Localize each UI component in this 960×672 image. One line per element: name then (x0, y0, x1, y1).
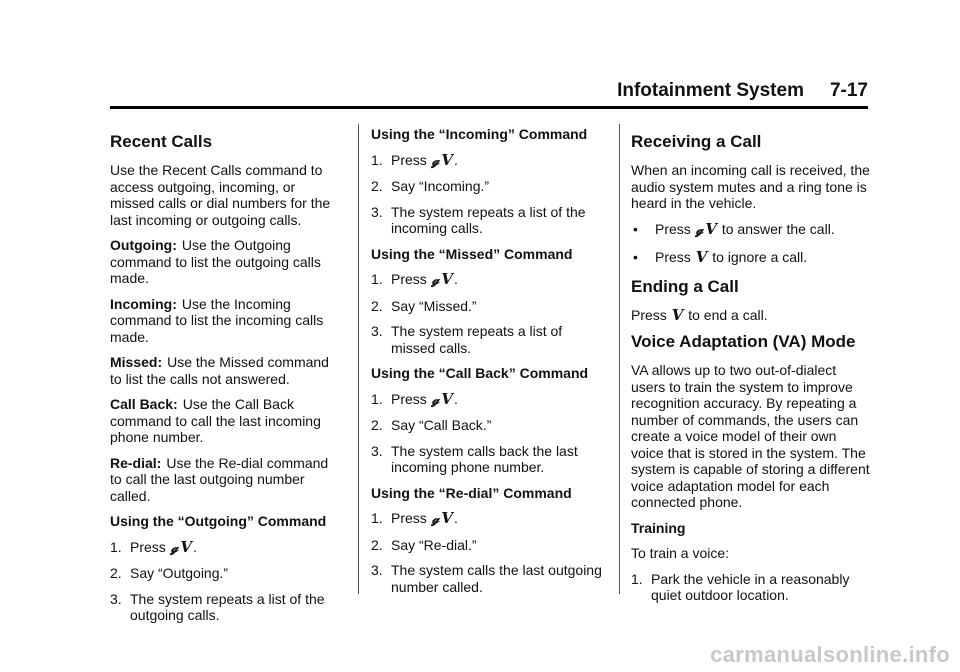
step-number: 1. (371, 510, 383, 526)
term: Missed: (110, 354, 163, 370)
subheading: Using the “Incoming” Command (371, 126, 588, 142)
step-text: The system repeats a list of the outgoing calls. (130, 590, 325, 623)
term: Outgoing: (110, 237, 177, 253)
end-call-icon: V (180, 537, 192, 556)
step (110, 565, 342, 582)
step-number: 3. (371, 442, 383, 459)
definition-text: Use the Incoming command to list the incoming calls made. (110, 295, 324, 345)
definition (110, 396, 342, 446)
step-text: Press (391, 151, 427, 168)
definition-text: Use the Re-dial command to call the last outgoing number called. (110, 454, 329, 504)
list-item (631, 221, 871, 239)
step (371, 510, 607, 528)
step-text: The system calls the last outgoing number called. (391, 562, 602, 595)
period: . (453, 151, 458, 168)
step-text: Press (391, 510, 427, 526)
step-number: 3. (110, 590, 122, 607)
step (371, 204, 607, 237)
step-text: Say “Missed.” (391, 297, 477, 314)
paragraph: Use the Recent Calls command to access outgoing, incoming, or missed calls or dial numbers for the last incoming or outgoing calls. (110, 162, 331, 228)
term: Incoming: (110, 295, 177, 312)
bullet: • (633, 220, 638, 237)
bullet: • (633, 249, 638, 265)
end-call-icon: V (695, 248, 708, 266)
end-call-icon: V (705, 219, 717, 238)
step (371, 323, 607, 356)
step-number: 2. (371, 536, 383, 553)
period: . (192, 538, 197, 555)
column-3 (631, 126, 871, 613)
subheading: Using the “Call Back” Command (371, 365, 589, 381)
step (631, 571, 871, 604)
step-text: Press (391, 271, 427, 287)
watermark: carmanualsonline.info (710, 642, 950, 667)
period: . (453, 271, 458, 287)
column-2 (371, 126, 607, 604)
phone-call-icon: 𝓰 (431, 511, 440, 526)
step (371, 298, 607, 315)
step-text: Say “Call Back.” (391, 417, 492, 433)
item-text: to answer the call. (721, 220, 835, 237)
phone-call-icon: 𝓰 (431, 272, 440, 287)
definition (110, 237, 342, 287)
end-call-icon: V (441, 270, 453, 288)
item-text: to ignore a call. (712, 249, 808, 265)
section-heading: Voice Adaptation (VA) Mode (631, 332, 856, 351)
list-item (631, 249, 871, 266)
item-text: Press (655, 220, 691, 237)
definition (110, 455, 342, 505)
step (371, 417, 607, 434)
step-number: 1. (110, 538, 122, 555)
step-number: 3. (371, 562, 383, 578)
paragraph: To train a voice: (631, 545, 730, 561)
text: Press (631, 306, 667, 323)
step-text: Park the vehicle in a reasonably quiet outdoor location. (651, 570, 850, 603)
end-call-icon: V (441, 509, 453, 527)
step (371, 152, 607, 170)
definition (110, 354, 342, 387)
step (371, 271, 607, 289)
subheading: Using the “Re-dial” Command (371, 484, 572, 501)
step-number: 1. (371, 151, 383, 168)
column-divider (358, 124, 359, 594)
step-text: Say “Re-dial.” (391, 536, 477, 553)
section-heading: Ending a Call (631, 276, 739, 296)
phone-call-icon: 𝓰 (431, 391, 440, 407)
paragraph (631, 307, 871, 324)
step-text: Say “Incoming.” (391, 178, 490, 194)
step-text: Say “Outgoing.” (130, 565, 229, 581)
definition-text: Use the Missed command to list the calls not answered. (110, 354, 329, 387)
phone-call-icon: 𝓰 (170, 539, 179, 555)
end-call-icon: V (671, 305, 684, 324)
step-number: 1. (631, 570, 643, 587)
step-number: 1. (371, 390, 383, 407)
step (371, 178, 607, 195)
section-title: Infotainment System (617, 80, 804, 101)
period: . (453, 390, 458, 407)
header-text (617, 80, 868, 102)
period: . (453, 510, 458, 526)
page-header (110, 78, 868, 109)
end-call-icon: V (441, 150, 453, 169)
step-number: 2. (371, 417, 383, 433)
column-1 (110, 126, 342, 633)
step (371, 562, 607, 595)
step (110, 591, 342, 624)
definition (110, 296, 342, 346)
step (371, 537, 607, 554)
step-number: 2. (110, 565, 122, 581)
subheading: Using the “Missed” Command (371, 245, 573, 262)
step-text: The system calls back the last incoming phone number. (391, 442, 578, 475)
subheading: Training (631, 519, 686, 536)
paragraph: When an incoming call is received, the audio system mutes and a ring tone is heard in the vehicle. (631, 162, 870, 211)
section-heading: Recent Calls (110, 132, 213, 151)
step (371, 391, 607, 409)
term: Call Back: (110, 396, 178, 412)
step (371, 443, 607, 476)
definition-text: Use the Call Back command to call the last incoming phone number. (110, 396, 321, 445)
text: to end a call. (688, 306, 768, 323)
column-divider (619, 124, 620, 594)
page-number: 7-17 (829, 80, 868, 101)
term: Re-dial: (110, 454, 162, 471)
step-number: 3. (371, 323, 383, 339)
step-number: 2. (371, 297, 383, 314)
paragraph: VA allows up to two out-of-dialect users to train the system to improve recognition accuracy. By repeating a number of commands, the users can create a voice model of their own voice that is stored in the system. The system is capable of storing a different voice adaptation model for each connected phone. (631, 362, 870, 510)
definition-text: Use the Outgoing command to list the outgoing calls made. (110, 237, 321, 286)
phone-call-icon: 𝓰 (431, 152, 440, 168)
step-text: The system repeats a list of the incoming calls. (391, 203, 586, 236)
end-call-icon: V (441, 389, 453, 408)
section-heading: Receiving a Call (631, 132, 762, 151)
step-number: 3. (371, 203, 383, 220)
step-number: 1. (371, 271, 383, 287)
step-text: Press (391, 390, 427, 407)
step-text: The system repeats a list of missed calls. (391, 323, 563, 356)
step-text: Press (130, 538, 166, 555)
phone-call-icon: 𝓰 (695, 221, 704, 237)
step-number: 2. (371, 178, 383, 194)
step (110, 539, 342, 557)
subheading: Using the “Outgoing” Command (110, 513, 327, 529)
item-text: Press (655, 249, 691, 265)
